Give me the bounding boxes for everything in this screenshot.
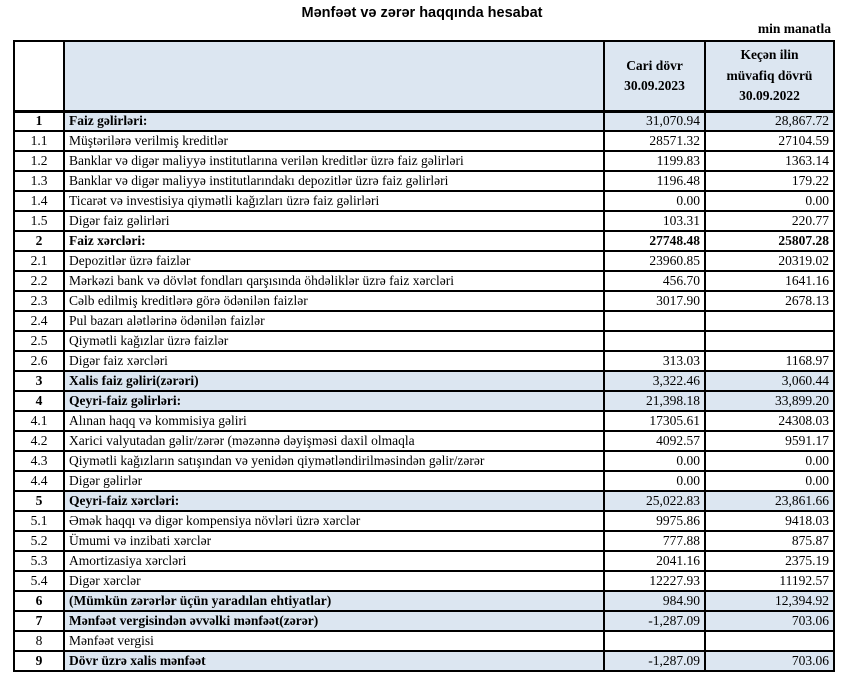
row-number-cell: 9 — [14, 651, 64, 671]
row-label-cell: Ümumi və inzibati xərclər — [64, 531, 604, 551]
row-label-cell: Faiz xərcləri: — [64, 231, 604, 251]
row-label-cell: Qeyri-faiz xərcləri: — [64, 491, 604, 511]
row-label-cell: Amortizasiya xərcləri — [64, 551, 604, 571]
table-row — [14, 331, 834, 351]
row-label-cell: Digər faiz xərcləri — [64, 351, 604, 371]
row-number-cell: 4.3 — [14, 451, 64, 471]
row-number-cell: 1.3 — [14, 171, 64, 191]
row-label-cell: Mərkəzi bank və dövlət fondları qarşısında öhdəliklər üzrə faiz xərcləri — [64, 271, 604, 291]
header-previous-period — [705, 41, 834, 111]
unit-note: min manatla — [757, 21, 831, 36]
current-value-cell: 12227.93 — [604, 571, 705, 591]
current-value-cell: 25,022.83 — [604, 491, 705, 511]
current-value-cell: 1199.83 — [604, 151, 705, 171]
current-value-cell: 9975.86 — [604, 511, 705, 531]
row-label-cell: Qiymətli kağızlar üzrə faizlər — [64, 331, 604, 351]
table-row — [14, 271, 834, 291]
table-row — [14, 471, 834, 491]
previous-value-cell: 0.00 — [705, 471, 834, 491]
table-row — [14, 171, 834, 191]
previous-value-cell: 0.00 — [705, 451, 834, 471]
current-value-cell: 28571.32 — [604, 131, 705, 151]
current-value-cell: 21,398.18 — [604, 391, 705, 411]
current-value-cell: 1196.48 — [604, 171, 705, 191]
previous-value-cell — [705, 331, 834, 351]
current-value-cell: 0.00 — [604, 471, 705, 491]
current-value-cell: 3017.90 — [604, 291, 705, 311]
row-label-cell: Banklar və digər maliyyə institutlarındakı depozitlər üzrə faiz gəlirləri — [64, 171, 604, 191]
table-row — [14, 551, 834, 571]
previous-value-cell: 25807.28 — [705, 231, 834, 251]
row-number-cell: 1.4 — [14, 191, 64, 211]
page-title: Mənfəət və zərər haqqında hesabat — [301, 5, 543, 21]
report-table-body — [14, 111, 834, 671]
row-label-cell: Xalis faiz gəliri(zərəri) — [64, 371, 604, 391]
current-value-cell: 23960.85 — [604, 251, 705, 271]
table-row — [14, 131, 834, 151]
table-row — [14, 211, 834, 231]
table-row — [14, 611, 834, 631]
previous-value-cell: 0.00 — [705, 191, 834, 211]
row-number-cell: 3 — [14, 371, 64, 391]
current-value-cell: 0.00 — [604, 191, 705, 211]
row-label-cell: Banklar və digər maliyyə institutlarına verilən kreditlər üzrə faiz gəlirləri — [64, 151, 604, 171]
table-row — [14, 531, 834, 551]
current-value-cell: 777.88 — [604, 531, 705, 551]
previous-value-cell: 703.06 — [705, 651, 834, 671]
row-number-cell: 2.1 — [14, 251, 64, 271]
row-number-cell: 7 — [14, 611, 64, 631]
previous-value-cell: 28,867.72 — [705, 111, 834, 131]
row-number-cell: 2.3 — [14, 291, 64, 311]
table-row — [14, 431, 834, 451]
current-value-cell — [604, 631, 705, 651]
current-value-cell: 17305.61 — [604, 411, 705, 431]
row-label-cell: Mənfəət vergisi — [64, 631, 604, 651]
current-value-cell: -1,287.09 — [604, 651, 705, 671]
table-row — [14, 151, 834, 171]
table-row — [14, 111, 834, 131]
previous-value-cell: 1641.16 — [705, 271, 834, 291]
row-number-cell: 2.4 — [14, 311, 64, 331]
row-label-cell: Müştərilərə verilmiş kreditlər — [64, 131, 604, 151]
current-value-cell: 2041.16 — [604, 551, 705, 571]
row-label-cell: (Mümkün zərərlər üçün yaradılan ehtiyatlar) — [64, 591, 604, 611]
row-label-cell: Cəlb edilmiş kreditlərə görə ödənilən faizlər — [64, 291, 604, 311]
table-row — [14, 371, 834, 391]
row-label-cell: Mənfəət vergisindən əvvəlki mənfəət(zərər) — [64, 611, 604, 631]
previous-value-cell: 1363.14 — [705, 151, 834, 171]
table-row — [14, 411, 834, 431]
previous-value-cell: 24308.03 — [705, 411, 834, 431]
row-label-cell: Qeyri-faiz gəlirləri: — [64, 391, 604, 411]
previous-value-cell: 179.22 — [705, 171, 834, 191]
row-label-cell: Dövr üzrə xalis mənfəət — [64, 651, 604, 671]
current-value-cell: 3,322.46 — [604, 371, 705, 391]
current-value-cell — [604, 331, 705, 351]
row-number-cell: 6 — [14, 591, 64, 611]
previous-value-cell — [705, 631, 834, 651]
row-number-cell: 5.1 — [14, 511, 64, 531]
previous-period-date: 30.09.2022 — [739, 87, 800, 103]
table-row — [14, 511, 834, 531]
current-value-cell — [604, 311, 705, 331]
table-row — [14, 631, 834, 651]
previous-period-label-line1: Keçən ilin — [740, 47, 799, 63]
header-description-cell — [64, 41, 604, 111]
row-number-cell: 4.4 — [14, 471, 64, 491]
current-value-cell: 103.31 — [604, 211, 705, 231]
row-label-cell: Xarici valyutadan gəlir/zərər (məzənnə dəyişməsi daxil olmaqla — [64, 431, 604, 451]
current-value-cell: 4092.57 — [604, 431, 705, 451]
row-number-cell: 4.2 — [14, 431, 64, 451]
row-label-cell: Depozitlər üzrə faizlər — [64, 251, 604, 271]
row-label-cell: Ticarət və investisiya qiymətli kağızları üzrə faiz gəlirləri — [64, 191, 604, 211]
row-label-cell: Faiz gəlirləri: — [64, 111, 604, 131]
current-value-cell: 313.03 — [604, 351, 705, 371]
row-number-cell: 2 — [14, 231, 64, 251]
previous-value-cell: 12,394.92 — [705, 591, 834, 611]
row-number-cell: 5 — [14, 491, 64, 511]
row-label-cell: Digər faiz gəlirləri — [64, 211, 604, 231]
row-number-cell: 5.3 — [14, 551, 64, 571]
previous-value-cell: 703.06 — [705, 611, 834, 631]
profit-loss-table — [13, 40, 835, 672]
previous-value-cell — [705, 311, 834, 331]
current-value-cell: 31,070.94 — [604, 111, 705, 131]
current-value-cell: 27748.48 — [604, 231, 705, 251]
table-row — [14, 231, 834, 251]
header-current-period — [604, 41, 705, 111]
previous-value-cell: 27104.59 — [705, 131, 834, 151]
previous-period-label-line2: müvafiq dövrü — [726, 67, 813, 83]
row-number-cell: 1.5 — [14, 211, 64, 231]
row-number-cell: 2.6 — [14, 351, 64, 371]
table-row — [14, 491, 834, 511]
row-label-cell: Pul bazarı alətlərinə ödənilən faizlər — [64, 311, 604, 331]
previous-value-cell: 9591.17 — [705, 431, 834, 451]
previous-value-cell: 875.87 — [705, 531, 834, 551]
previous-value-cell: 23,861.66 — [705, 491, 834, 511]
current-period-date: 30.09.2023 — [624, 77, 685, 93]
table-row — [14, 651, 834, 671]
previous-value-cell: 2375.19 — [705, 551, 834, 571]
header-number-cell — [14, 41, 64, 111]
current-value-cell: 0.00 — [604, 451, 705, 471]
table-row — [14, 391, 834, 411]
table-row — [14, 191, 834, 211]
table-row — [14, 591, 834, 611]
row-number-cell: 2.5 — [14, 331, 64, 351]
row-number-cell: 2.2 — [14, 271, 64, 291]
table-row — [14, 451, 834, 471]
row-label-cell: Alınan haqq və kommisiya gəliri — [64, 411, 604, 431]
current-value-cell: 984.90 — [604, 591, 705, 611]
header-row — [14, 41, 834, 111]
row-number-cell: 8 — [14, 631, 64, 651]
previous-value-cell: 11192.57 — [705, 571, 834, 591]
row-number-cell: 1.2 — [14, 151, 64, 171]
previous-value-cell: 9418.03 — [705, 511, 834, 531]
previous-value-cell: 220.77 — [705, 211, 834, 231]
row-number-cell: 1 — [14, 111, 64, 131]
previous-value-cell: 1168.97 — [705, 351, 834, 371]
row-label-cell: Əmək haqqı və digər kompensiya növləri üzrə xərclər — [64, 511, 604, 531]
table-row — [14, 251, 834, 271]
row-number-cell: 5.2 — [14, 531, 64, 551]
previous-value-cell: 2678.13 — [705, 291, 834, 311]
previous-value-cell: 20319.02 — [705, 251, 834, 271]
row-label-cell: Qiymətli kağızların satışından və yenidən qiymətləndirilməsindən gəlir/zərər — [64, 451, 604, 471]
row-label-cell: Digər gəlirlər — [64, 471, 604, 491]
current-period-label: Cari dövr — [626, 57, 683, 73]
row-number-cell: 4.1 — [14, 411, 64, 431]
table-row — [14, 571, 834, 591]
previous-value-cell: 3,060.44 — [705, 371, 834, 391]
row-number-cell: 5.4 — [14, 571, 64, 591]
table-row — [14, 311, 834, 331]
row-number-cell: 1.1 — [14, 131, 64, 151]
current-value-cell: 456.70 — [604, 271, 705, 291]
table-row — [14, 351, 834, 371]
row-label-cell: Digər xərclər — [64, 571, 604, 591]
current-value-cell: -1,287.09 — [604, 611, 705, 631]
row-number-cell: 4 — [14, 391, 64, 411]
previous-value-cell: 33,899.20 — [705, 391, 834, 411]
table-row — [14, 291, 834, 311]
